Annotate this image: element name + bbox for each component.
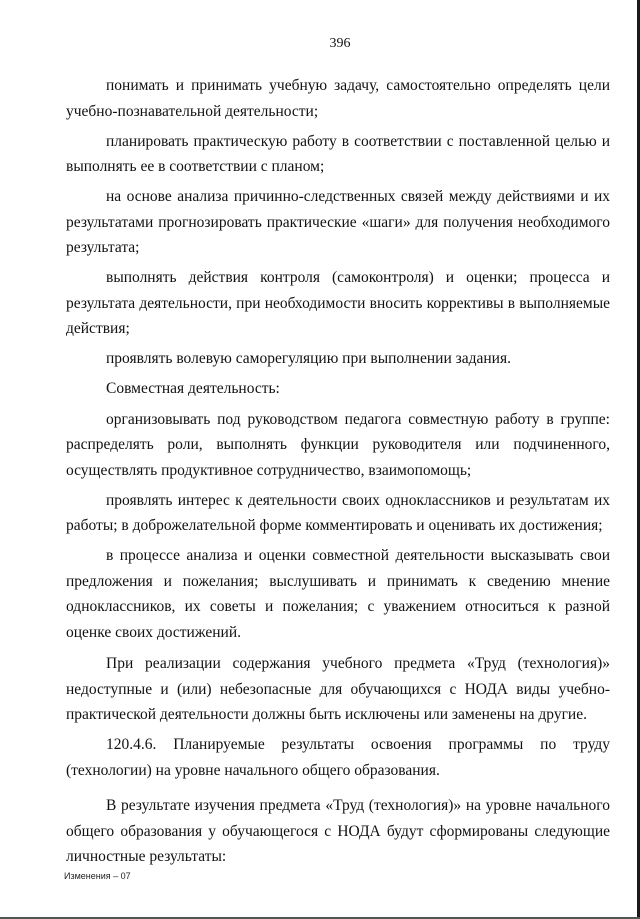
section-subheading: Совместная деятельность: xyxy=(106,380,280,398)
section-heading: 120.4.6. Планируемые результаты освоения программы по труду (технологии) на уровне начального общего образования. xyxy=(66,736,610,779)
page-number: 396 xyxy=(329,36,351,51)
paragraph: в процессе анализа и оценки совместной деятельности высказывать свои предложения и пожелания; выслушивать и принимать к сведению мнение одноклассников, их советы и пожелания; с уважением относиться к разной оценке своих достижений. xyxy=(66,547,610,641)
document-body xyxy=(66,73,610,874)
paragraph: понимать и принимать учебную задачу, самостоятельно определять цели учебно-познавательной деятельности; xyxy=(66,77,610,120)
paragraph: В результате изучения предмета «Труд (технология)» на уровне начального общего образования у обучающегося с НОДА будут сформированы следующие личностные результаты: xyxy=(66,797,610,866)
paragraph: планировать практическую работу в соответствии с поставленной целью и выполнять ее в соответствии с планом; xyxy=(66,132,610,176)
paragraph: При реализации содержания учебного предмета «Труд (технология)» недоступные и (или) небезопасные для обучающихся с НОДА виды учебно-практической деятельности должны быть исключены или заменены на другие. xyxy=(66,655,610,724)
paragraph: организовывать под руководством педагога совместную работу в группе: распределять роли, выполнять функции руководителя или подчиненного, осуществлять продуктивное сотрудничество, взаимопомощь; xyxy=(66,410,610,479)
paragraph: на основе анализа причинно-следственных связей между действиями и их результатами прогнозировать практические «шаги» для получения необходимого результата; xyxy=(66,188,610,257)
paragraph: выполнять действия контроля (самоконтроля) и оценки; процесса и результата деятельности, при необходимости вносить коррективы в выполняемые действия; xyxy=(66,269,610,338)
paragraph: проявлять волевую саморегуляцию при выполнении задания. xyxy=(106,350,511,368)
paragraph: проявлять интерес к деятельности своих одноклассников и результатам их работы; в доброжелательной форме комментировать и оценивать их достижения; xyxy=(66,491,610,535)
footer-revision-note: Изменения – 07 xyxy=(64,871,131,881)
